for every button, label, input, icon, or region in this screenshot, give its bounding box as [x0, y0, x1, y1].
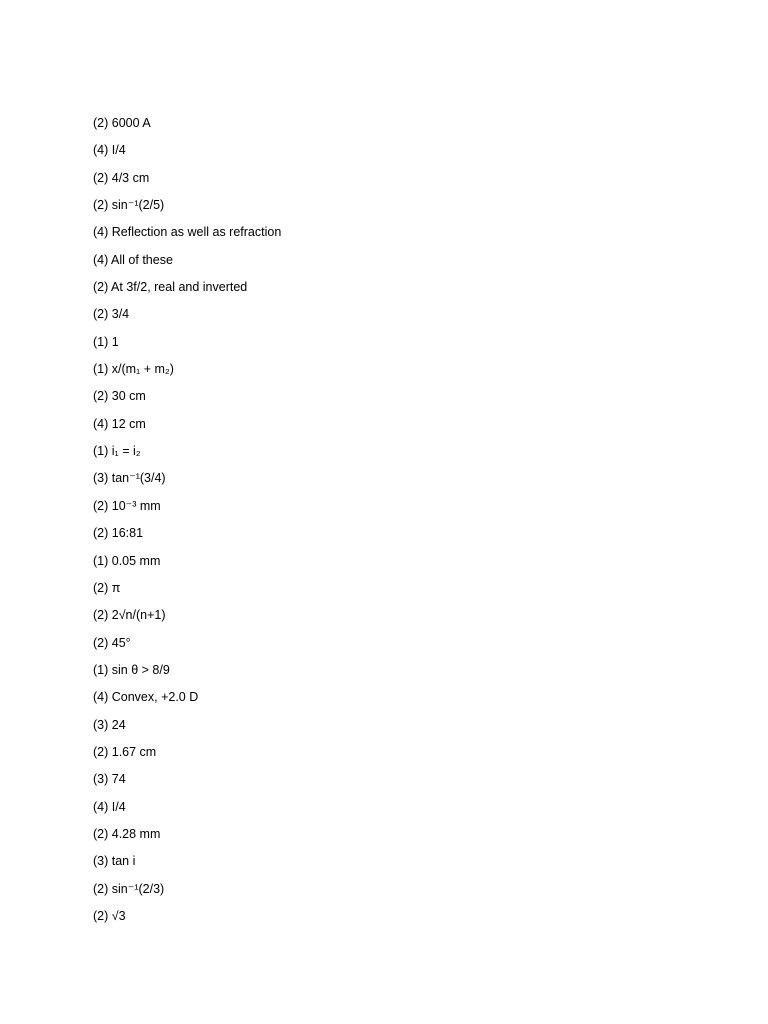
answer-line: (3) tan⁻¹(3/4): [93, 471, 166, 486]
answer-line: (4) Convex, +2.0 D: [93, 690, 199, 705]
answer-line: (2) √3: [93, 908, 126, 923]
answer-line: (2) π: [93, 580, 121, 595]
answer-line: (2) 2√n/(n+1): [93, 608, 166, 623]
answer-line: (2) At 3f/2, real and inverted: [93, 280, 248, 295]
answer-line: (2) 6000 A: [93, 116, 151, 130]
answer-line: (2) 10⁻³ mm: [93, 498, 161, 513]
answer-line: (2) 16:81: [93, 526, 144, 541]
answer-line: (2) 45°: [93, 635, 131, 650]
answer-line: (3) 24: [93, 717, 126, 732]
answer-line: (2) 3/4: [93, 307, 130, 322]
answer-line: (4) Reflection as well as refraction: [93, 225, 282, 240]
answer-line: (1) x/(m₁ + m₂): [93, 362, 174, 377]
answer-line: (3) 74: [93, 772, 126, 787]
answer-line: (1) i₁ = i₂: [93, 444, 141, 459]
answer-line: (2) sin⁻¹(2/5): [93, 198, 165, 213]
answer-line: (4) I/4: [93, 799, 126, 814]
answer-line: (2) 4.28 mm: [93, 826, 161, 841]
answer-line: (4) 12 cm: [93, 416, 146, 431]
answer-line: (1) sin θ > 8/9: [93, 662, 170, 677]
answer-line: (3) tan i: [93, 854, 136, 869]
answer-line: (2) 30 cm: [93, 389, 146, 404]
answer-line: (1) 1: [93, 334, 119, 349]
answer-line: (2) sin⁻¹(2/3): [93, 881, 165, 896]
answer-line: (4) All of these: [93, 252, 173, 267]
answer-list: [93, 114, 281, 934]
answer-line: (1) 0.05 mm: [93, 553, 161, 568]
answer-line: (2) 1.67 cm: [93, 744, 157, 759]
answer-line: (2) 4/3 cm: [93, 170, 150, 185]
answer-line: (4) I/4: [93, 143, 126, 158]
